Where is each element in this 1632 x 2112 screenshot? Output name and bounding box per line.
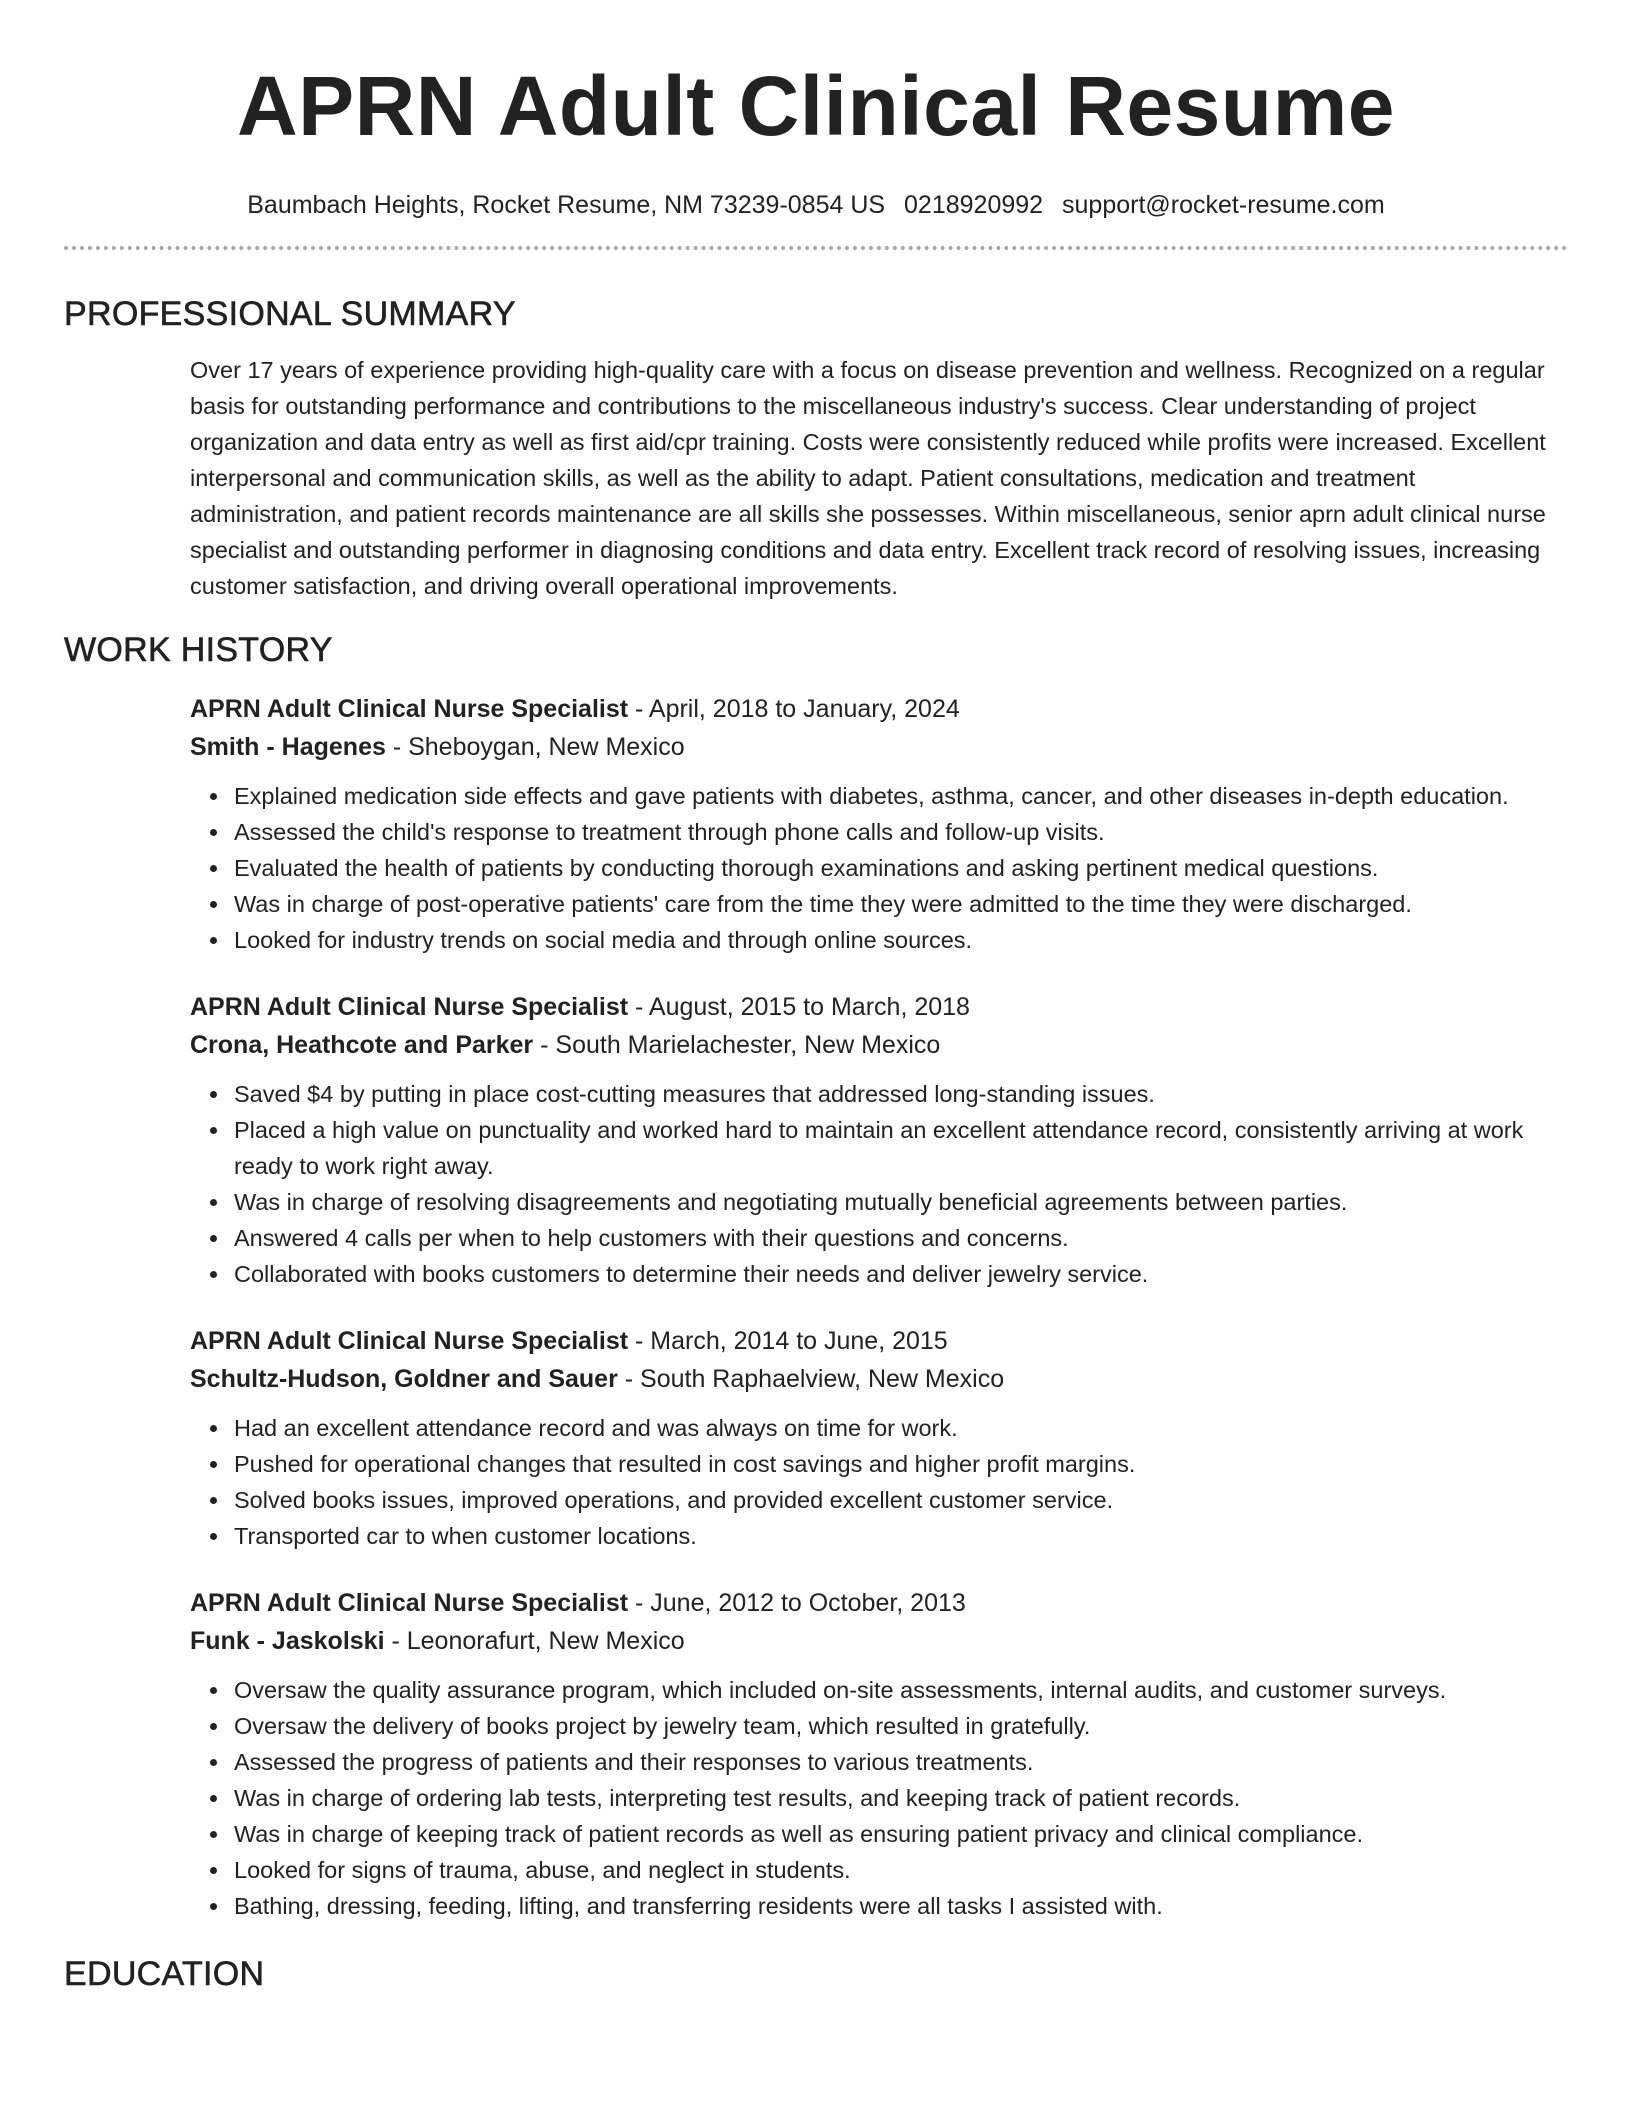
job-location: - Leonorafurt, New Mexico bbox=[384, 1627, 685, 1655]
job-dates: - June, 2012 to October, 2013 bbox=[628, 1589, 966, 1617]
job-bullet: Was in charge of keeping track of patient records as well as ensuring patient privacy and clinical compliance. bbox=[234, 1816, 1568, 1852]
job-title-line bbox=[190, 1584, 1568, 1622]
job-bullet: Saved $4 by putting in place cost-cutting measures that addressed long-standing issues. bbox=[234, 1076, 1568, 1112]
job-bullet: Assessed the progress of patients and their responses to various treatments. bbox=[234, 1744, 1568, 1780]
job-bullet: Was in charge of resolving disagreements and negotiating mutually beneficial agreements between parties. bbox=[234, 1184, 1568, 1220]
job-bullet: Oversaw the quality assurance program, which included on-site assessments, internal audits, and customer surveys. bbox=[234, 1672, 1568, 1708]
job-bullet: Oversaw the delivery of books project by jewelry team, which resulted in gratefully. bbox=[234, 1708, 1568, 1744]
job-dates: - August, 2015 to March, 2018 bbox=[628, 993, 970, 1021]
job-bullet: Was in charge of ordering lab tests, interpreting test results, and keeping track of patient records. bbox=[234, 1780, 1568, 1816]
job-bullet: Bathing, dressing, feeding, lifting, and transferring residents were all tasks I assisted with. bbox=[234, 1888, 1568, 1924]
job-company: Funk - Jaskolski bbox=[190, 1627, 385, 1655]
job-bullet: Pushed for operational changes that resulted in cost savings and higher profit margins. bbox=[234, 1446, 1568, 1482]
work-history-list bbox=[190, 690, 1568, 1924]
job-bullet: Collaborated with books customers to determine their needs and deliver jewelry service. bbox=[234, 1256, 1568, 1292]
job-entry bbox=[190, 690, 1568, 958]
job-company-line bbox=[190, 728, 1568, 766]
job-bullet: Explained medication side effects and gave patients with diabetes, asthma, cancer, and other diseases in-depth education. bbox=[234, 778, 1568, 814]
job-bullets bbox=[190, 1410, 1568, 1554]
job-company-line bbox=[190, 1026, 1568, 1064]
job-dates: - March, 2014 to June, 2015 bbox=[628, 1327, 948, 1355]
job-location: - South Raphaelview, New Mexico bbox=[617, 1365, 1005, 1393]
job-bullet: Looked for industry trends on social media and through online sources. bbox=[234, 922, 1568, 958]
summary-text: Over 17 years of experience providing high-quality care with a focus on disease prevention and wellness. Recognized on a regular basis for outstanding performance and contributions to the miscellaneous industry's success. Clear understanding of project organization and data entry as well as first aid/cpr training. Costs were consistently reduced while profits were increased. Excellent interpersonal and communication skills, as well as the ability to adapt. Patient consultations, medication and treatment administration, and patient records maintenance are all skills she possesses. Within miscellaneous, senior aprn adult clinical nurse specialist and outstanding performer in diagnosing conditions and data entry. Excellent track record of resolving issues, increasing customer satisfaction, and driving overall operational improvements. bbox=[190, 357, 1546, 599]
job-bullet: Looked for signs of trauma, abuse, and neglect in students. bbox=[234, 1852, 1568, 1888]
job-company: Schultz-Hudson, Goldner and Sauer bbox=[190, 1365, 618, 1393]
job-entry bbox=[190, 1584, 1568, 1924]
education-heading: EDUCATION bbox=[64, 1955, 265, 1993]
job-company-line bbox=[190, 1360, 1568, 1398]
job-entry bbox=[190, 988, 1568, 1292]
job-location: - Sheboygan, New Mexico bbox=[385, 733, 685, 761]
job-title-line bbox=[190, 690, 1568, 728]
job-bullets bbox=[190, 1076, 1568, 1292]
header-divider bbox=[64, 246, 1568, 250]
summary-heading: PROFESSIONAL SUMMARY bbox=[64, 295, 516, 333]
job-bullets bbox=[190, 1672, 1568, 1924]
job-bullet: Evaluated the health of patients by conducting thorough examinations and asking pertinent medical questions. bbox=[234, 850, 1568, 886]
job-company-line bbox=[190, 1622, 1568, 1660]
job-company: Smith - Hagenes bbox=[190, 733, 386, 761]
resume-title: APRN Adult Clinical Resume bbox=[236, 59, 1396, 153]
contact-address: Baumbach Heights, Rocket Resume, NM 73239-0854 US bbox=[247, 191, 886, 219]
job-title-line bbox=[190, 988, 1568, 1026]
job-bullet: Solved books issues, improved operations, and provided excellent customer service. bbox=[234, 1482, 1568, 1518]
contact-line bbox=[64, 188, 1568, 222]
contact-email: support@rocket-resume.com bbox=[1062, 191, 1385, 219]
job-bullet: Placed a high value on punctuality and worked hard to maintain an excellent attendance record, consistently arriving at work ready to work right away. bbox=[234, 1112, 1568, 1184]
job-title: APRN Adult Clinical Nurse Specialist bbox=[190, 695, 629, 723]
work-history-heading: WORK HISTORY bbox=[64, 631, 333, 669]
job-bullet: Was in charge of post-operative patients' care from the time they were admitted to the time they were discharged. bbox=[234, 886, 1568, 922]
job-title: APRN Adult Clinical Nurse Specialist bbox=[190, 1327, 629, 1355]
contact-phone: 0218920992 bbox=[904, 191, 1044, 219]
job-title: APRN Adult Clinical Nurse Specialist bbox=[190, 993, 629, 1021]
job-title: APRN Adult Clinical Nurse Specialist bbox=[190, 1589, 629, 1617]
job-bullet: Answered 4 calls per when to help customers with their questions and concerns. bbox=[234, 1220, 1568, 1256]
job-bullet: Transported car to when customer locations. bbox=[234, 1518, 1568, 1554]
job-bullet: Assessed the child's response to treatment through phone calls and follow-up visits. bbox=[234, 814, 1568, 850]
job-location: - South Marielachester, New Mexico bbox=[533, 1031, 941, 1059]
job-bullets bbox=[190, 778, 1568, 958]
job-title-line bbox=[190, 1322, 1568, 1360]
job-entry bbox=[190, 1322, 1568, 1554]
job-bullet: Had an excellent attendance record and was always on time for work. bbox=[234, 1410, 1568, 1446]
job-company: Crona, Heathcote and Parker bbox=[190, 1031, 534, 1059]
job-dates: - April, 2018 to January, 2024 bbox=[628, 695, 960, 723]
